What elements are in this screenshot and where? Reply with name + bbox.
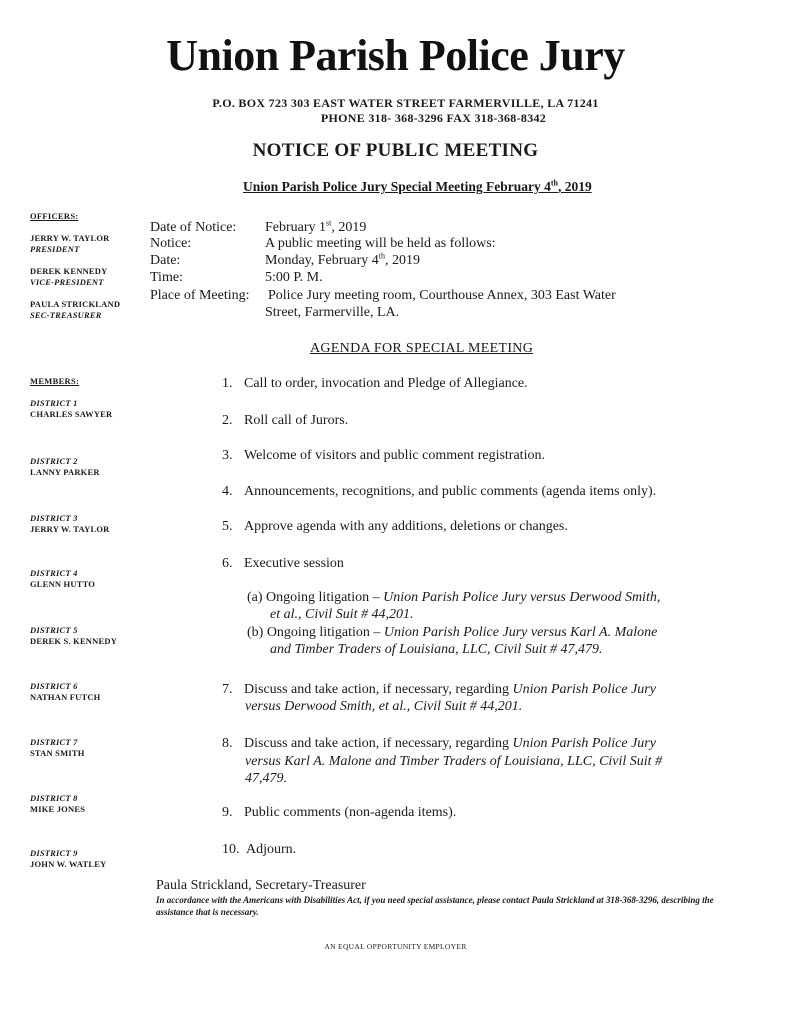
- date-year: , 2019: [385, 253, 421, 268]
- officer-role: SEC-TREASURER: [30, 310, 102, 320]
- member-name: STAN SMITH: [30, 748, 85, 758]
- date-of-notice-text: February 1: [265, 220, 327, 235]
- item-number: 6.: [222, 556, 233, 571]
- item-case-cont: 47,479.: [245, 771, 287, 786]
- subitem-prefix: (a) Ongoing litigation –: [247, 590, 384, 605]
- agenda-title: AGENDA FOR SPECIAL MEETING: [310, 341, 534, 356]
- member-name: DEREK S. KENNEDY: [30, 636, 118, 646]
- agenda-item: [222, 681, 656, 699]
- agenda-item: [222, 375, 528, 393]
- subitem-case-cont: and Timber Traders of Louisiana, LLC, Civil Suit # 47,479.: [270, 642, 603, 657]
- agenda-item: [222, 804, 456, 822]
- agenda-item: [222, 412, 348, 430]
- item-text: Discuss and take action, if necessary, regarding: [244, 736, 513, 751]
- officer-role: VICE-PRESIDENT: [30, 277, 104, 287]
- subitem-case: Union Parish Police Jury versus Derwood Smith,: [383, 590, 661, 605]
- subitem-prefix: (b) Ongoing litigation –: [247, 625, 384, 640]
- equal-opportunity-footer: AN EQUAL OPPORTUNITY EMPLOYER: [324, 942, 467, 951]
- item-case: Union Parish Police Jury: [512, 736, 656, 751]
- member-district: DISTRICT 8: [30, 793, 78, 803]
- member-entry: [30, 568, 95, 590]
- signature-line: Paula Strickland, Secretary-Treasurer: [156, 878, 366, 893]
- item-case: Union Parish Police Jury: [512, 682, 656, 697]
- officer-name: PAULA STRICKLAND: [30, 299, 121, 309]
- agenda-item: [222, 483, 656, 501]
- item-number: 8.: [222, 736, 233, 751]
- agenda-item: [222, 841, 296, 859]
- member-entry: [30, 737, 85, 759]
- member-district: DISTRICT 5: [30, 625, 78, 635]
- member-entry: [30, 681, 100, 703]
- date-of-notice-year: , 2019: [331, 220, 367, 235]
- item-case-cont: versus Karl A. Malone and Timber Traders of Louisiana, LLC, Civil Suit #: [245, 754, 663, 769]
- subtitle-year: , 2019: [557, 179, 592, 194]
- member-district: DISTRICT 9: [30, 848, 78, 858]
- member-entry: [30, 456, 100, 478]
- member-entry: [30, 398, 112, 420]
- item-text: Executive session: [244, 556, 344, 571]
- officer-entry: [30, 266, 107, 288]
- place-label: Place of Meeting:: [150, 288, 250, 303]
- subitem-case: Union Parish Police Jury versus Karl A. Malone: [383, 625, 658, 640]
- date-sup: th: [378, 251, 386, 261]
- member-district: DISTRICT 3: [30, 513, 78, 523]
- item-number: 10.: [222, 842, 240, 857]
- agenda-item: [222, 735, 656, 753]
- phone-line: PHONE 318- 368-3296 FAX 318-368-8342: [320, 111, 547, 125]
- members-section: [30, 376, 79, 387]
- subtitle-sup: th: [550, 178, 558, 188]
- member-name: CHARLES SAWYER: [30, 409, 113, 419]
- member-entry: [30, 848, 106, 870]
- member-name: JERRY W. TAYLOR: [30, 524, 110, 534]
- item-text: Public comments (non-agenda items).: [244, 805, 457, 820]
- item-text: Approve agenda with any additions, deletions or changes.: [244, 519, 568, 534]
- member-name: MIKE JONES: [30, 804, 86, 814]
- notice-label: Notice:: [150, 236, 192, 251]
- meeting-subtitle: [243, 179, 592, 195]
- page-title: Union Parish Police Jury: [166, 31, 625, 80]
- officers-heading: OFFICERS:: [30, 211, 79, 221]
- item-number: 9.: [222, 805, 233, 820]
- officer-entry: [30, 299, 120, 321]
- item-number: 5.: [222, 519, 233, 534]
- item-text: Welcome of visitors and public comment registration.: [244, 448, 545, 463]
- agenda-subitem: [247, 625, 657, 641]
- time-value: 5:00 P. M.: [265, 270, 323, 285]
- item-text: Discuss and take action, if necessary, regarding: [244, 682, 513, 697]
- officer-name: DEREK KENNEDY: [30, 266, 108, 276]
- date-of-notice-label: Date of Notice:: [150, 220, 237, 235]
- notice-value: A public meeting will be held as follows:: [265, 236, 496, 251]
- member-name: NATHAN FUTCH: [30, 692, 101, 702]
- member-entry: [30, 793, 85, 815]
- item-text: Call to order, invocation and Pledge of Allegiance.: [244, 376, 528, 391]
- agenda-subitem: [247, 590, 660, 606]
- members-heading: MEMBERS:: [30, 376, 80, 386]
- member-district: DISTRICT 6: [30, 681, 78, 691]
- item-number: 2.: [222, 413, 233, 428]
- subitem-case-cont: et al., Civil Suit # 44,201.: [270, 607, 414, 622]
- date-label: Date:: [150, 253, 181, 268]
- member-entry: [30, 513, 109, 535]
- item-text: Announcements, recognitions, and public comments (agenda items only).: [244, 484, 657, 499]
- agenda-item: [222, 447, 545, 465]
- subtitle-text: Union Parish Police Jury Special Meeting February 4: [243, 179, 551, 194]
- item-text: Roll call of Jurors.: [244, 413, 349, 428]
- date-text: Monday, February 4: [265, 253, 379, 268]
- officer-role: PRESIDENT: [30, 244, 80, 254]
- member-district: DISTRICT 2: [30, 456, 78, 466]
- agenda-item: [222, 518, 568, 536]
- notice-heading: NOTICE OF PUBLIC MEETING: [252, 140, 539, 161]
- time-label: Time:: [150, 270, 183, 285]
- member-district: DISTRICT 7: [30, 737, 78, 747]
- member-entry: [30, 625, 117, 647]
- item-text: Adjourn.: [246, 842, 297, 857]
- officer-entry: [30, 233, 109, 255]
- place-value: Police Jury meeting room, Courthouse Annex, 303 East Water: [268, 288, 616, 303]
- member-name: LANNY PARKER: [30, 467, 100, 477]
- ada-notice: In accordance with the Americans with Disabilities Act, if you need special assistance, please contact Paula Strickland at 318-368-3296, describing the assistance that is necessary.: [156, 895, 714, 917]
- date-of-notice-value: [265, 220, 366, 236]
- date-of-notice-sup: st: [326, 218, 332, 228]
- date-value: [265, 253, 420, 269]
- address-line: P.O. BOX 723 303 EAST WATER STREET FARMERVILLE, LA 71241: [212, 96, 599, 110]
- place-value-cont: Street, Farmerville, LA.: [265, 305, 400, 320]
- member-district: DISTRICT 1: [30, 398, 78, 408]
- member-name: GLENN HUTTO: [30, 579, 96, 589]
- officer-name: JERRY W. TAYLOR: [30, 233, 110, 243]
- item-number: 4.: [222, 484, 233, 499]
- agenda-item: [222, 555, 344, 573]
- member-district: DISTRICT 4: [30, 568, 78, 578]
- item-number: 7.: [222, 682, 233, 697]
- item-number: 1.: [222, 376, 233, 391]
- item-number: 3.: [222, 448, 233, 463]
- item-case-cont: versus Derwood Smith, et al., Civil Suit # 44,201.: [245, 699, 523, 714]
- officers-section: [30, 211, 79, 222]
- member-name: JOHN W. WATLEY: [30, 859, 107, 869]
